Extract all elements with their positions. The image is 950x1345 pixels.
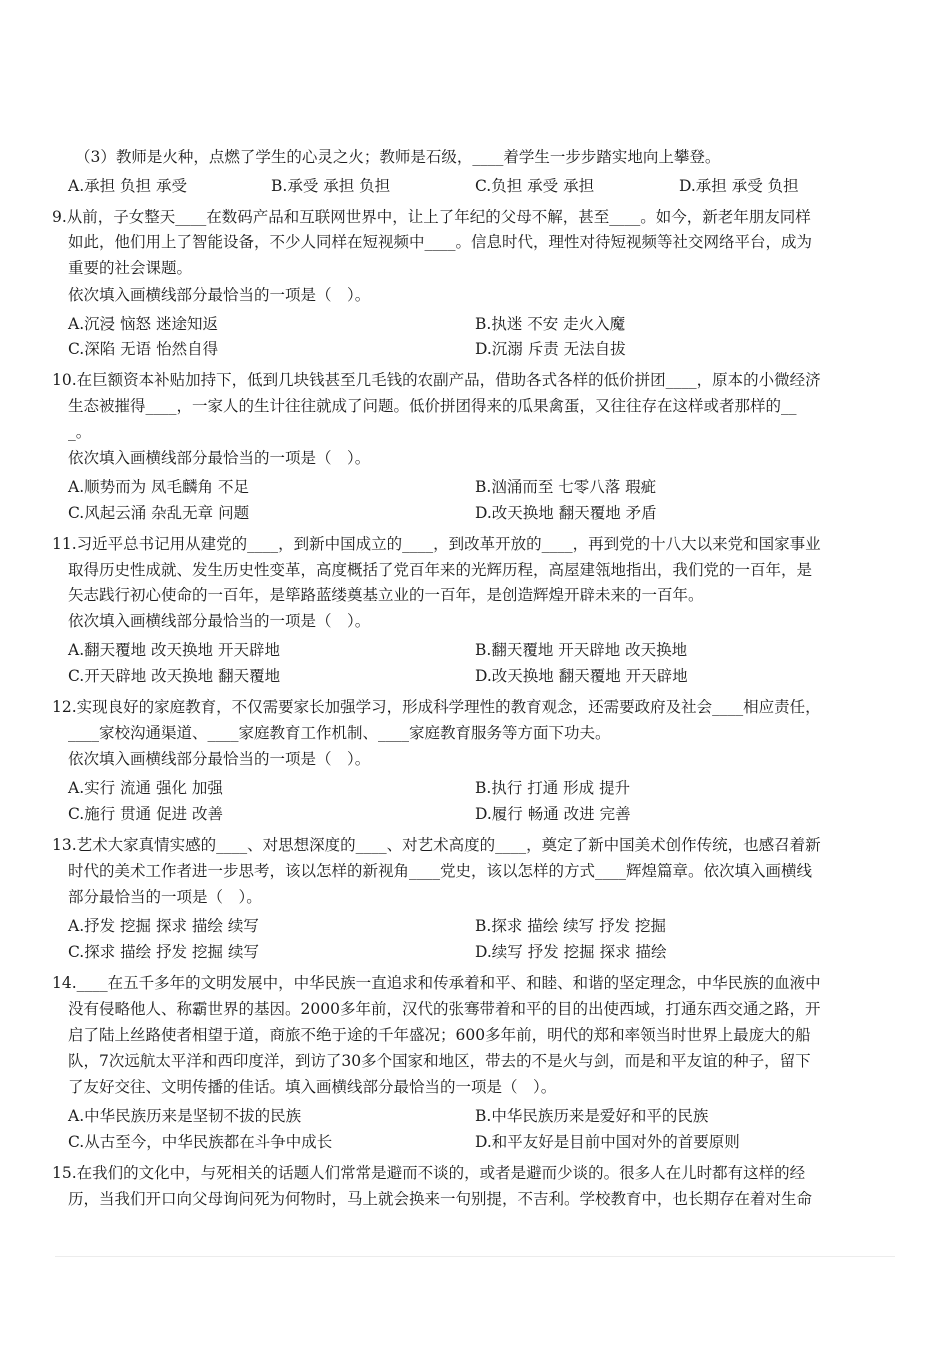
q8-part3-stem: （3）教师是火种，点燃了学生的心灵之火；教师是石级，____着学生一步步踏实地向上攀登。	[75, 148, 721, 166]
q9-line-2: 如此，他们用上了智能设备，不少人同样在短视频中____。信息时代，理性对待短视频等社交网络平台，成为	[68, 233, 813, 251]
q11-option-d[interactable]: D.改天换地 翻天覆地 开天辟地	[475, 667, 688, 685]
q11-option-c[interactable]: C.开天辟地 改天换地 翻天覆地	[68, 667, 281, 685]
q14-line-2: 没有侵略他人、称霸世界的基因。2000多年前，汉代的张骞带着和平的目的出使西域，打通东西交通之路，开	[68, 1000, 821, 1018]
q14-option-b[interactable]: B.中华民族历来是爱好和平的民族	[475, 1107, 709, 1125]
q14-option-d[interactable]: D.和平友好是目前中国对外的首要原则	[475, 1133, 740, 1151]
q12-line-2: ____家校沟通渠道、____家庭教育工作机制、____家庭教育服务等方面下功夫。	[68, 724, 611, 742]
q8-option-c[interactable]: C.负担 承受 承担	[475, 177, 595, 195]
q15-line-2: 历，当我们开口向父母询问死为何物时，马上就会换来一句别提，不吉利。学校教育中，也长期存在着对生命	[68, 1190, 813, 1208]
q13-line-3: 部分最恰当的一项是（ ）。	[68, 888, 262, 906]
q9-option-d[interactable]: D.沉溺 斥责 无法自拔	[475, 340, 626, 358]
q12-option-c[interactable]: C.施行 贯通 促进 改善	[68, 805, 224, 823]
q8-option-b[interactable]: B.承受 承担 负担	[271, 177, 391, 195]
q11-option-b[interactable]: B.翻天覆地 开天辟地 改天换地	[475, 641, 688, 659]
q13-option-b[interactable]: B.探求 描绘 续写 抒发 挖掘	[475, 917, 667, 935]
q12-option-d[interactable]: D.履行 畅通 改进 完善	[475, 805, 631, 823]
q15-line-1: 15.在我们的文化中，与死相关的话题人们常常是避而不谈的，或者是避而少谈的。很多人在儿时都有这样的经	[52, 1164, 806, 1182]
q8-option-a[interactable]: A.承担 负担 承受	[68, 177, 187, 195]
page-bottom-divider	[55, 1256, 895, 1257]
q12-option-b[interactable]: B.执行 打通 形成 提升	[475, 779, 631, 797]
q10-prompt: 依次填入画横线部分最恰当的一项是（ ）。	[68, 449, 371, 467]
q10-option-b[interactable]: B.汹涌而至 七零八落 瑕疵	[475, 478, 657, 496]
q14-option-c[interactable]: C.从古至今，中华民族都在斗争中成长	[68, 1133, 333, 1151]
q14-option-a[interactable]: A.中华民族历来是坚韧不拔的民族	[68, 1107, 302, 1125]
q10-option-a[interactable]: A.顺势而为 凤毛麟角 不足	[68, 478, 249, 496]
q11-option-a[interactable]: A.翻天覆地 改天换地 开天辟地	[68, 641, 280, 659]
q10-line-3: _。	[68, 423, 92, 441]
q13-line-2: 时代的美术工作者进一步思考，该以怎样的新视角____党史，该以怎样的方式____辉煌篇章。依次填入画横线	[68, 862, 813, 880]
q9-option-c[interactable]: C.深陷 无语 怡然自得	[68, 340, 219, 358]
q8-option-d[interactable]: D.承担 承受 负担	[679, 177, 799, 195]
q11-line-1: 11.习近平总书记用从建党的____，到新中国成立的____，到改革开放的____，再到党的十八大以来党和国家事业	[52, 535, 821, 553]
q10-line-2: 生态被摧得____，一家人的生计往往就成了问题。低价拼团得来的瓜果禽蛋，又往往存在这样或者那样的__	[68, 397, 797, 415]
q11-line-2: 取得历史性成就、发生历史性变革，高度概括了党百年来的光辉历程，高屋建瓴地指出，我们党的一百年，是	[68, 561, 813, 579]
q13-option-a[interactable]: A.抒发 挖掘 探求 描绘 续写	[68, 917, 259, 935]
q11-prompt: 依次填入画横线部分最恰当的一项是（ ）。	[68, 612, 371, 630]
q11-line-3: 矢志践行初心使命的一百年，是筚路蓝缕奠基立业的一百年，是创造辉煌开辟未来的一百年。	[68, 586, 704, 604]
q9-option-a[interactable]: A.沉浸 恼怒 迷途知返	[68, 315, 218, 333]
q9-prompt: 依次填入画横线部分最恰当的一项是（ ）。	[68, 286, 371, 304]
q13-option-d[interactable]: D.续写 抒发 挖掘 探求 描绘	[475, 943, 667, 961]
q12-option-a[interactable]: A.实行 流通 强化 加强	[68, 779, 223, 797]
q10-option-d[interactable]: D.改天换地 翻天覆地 矛盾	[475, 504, 657, 522]
q14-line-5: 了友好交往、文明传播的佳话。填入画横线部分最恰当的一项是（ ）。	[68, 1078, 557, 1096]
q12-prompt: 依次填入画横线部分最恰当的一项是（ ）。	[68, 750, 371, 768]
q9-line-1: 9.从前，子女整天____在数码产品和互联网世界中，让上了年纪的父母不解，甚至____。如今，新老年朋友同样	[52, 208, 811, 226]
q9-line-3: 重要的社会课题。	[68, 259, 193, 277]
q13-option-c[interactable]: C.探求 描绘 抒发 挖掘 续写	[68, 943, 259, 961]
q10-line-1: 10.在巨额资本补贴加持下，低到几块钱甚至几毛钱的农副产品，借助各式各样的低价拼团____，原本的小微经济	[52, 371, 821, 389]
q12-line-1: 12.实现良好的家庭教育，不仅需要家长加强学习，形成科学理性的教育观念，还需要政府及社会____相应责任，	[52, 698, 821, 716]
q14-line-4: 队，7次远航太平洋和西印度洋，到访了30多个国家和地区，带去的不是火与剑，而是和平友谊的种子，留下	[68, 1052, 811, 1070]
q14-line-3: 启了陆上丝路使者相望于道，商旅不绝于途的千年盛况；600多年前，明代的郑和率领当时世界上最庞大的船	[68, 1026, 811, 1044]
q13-line-1: 13.艺术大家真情实感的____、对思想深度的____、对艺术高度的____，奠定了新中国美术创作传统，也感召着新	[52, 836, 821, 854]
q14-line-1: 14.____在五千多年的文明发展中，中华民族一直追求和传承着和平、和睦、和谐的坚定理念，中华民族的血液中	[52, 974, 821, 992]
q10-option-c[interactable]: C.风起云涌 杂乱无章 问题	[68, 504, 250, 522]
q9-option-b[interactable]: B.执迷 不安 走火入魔	[475, 315, 626, 333]
